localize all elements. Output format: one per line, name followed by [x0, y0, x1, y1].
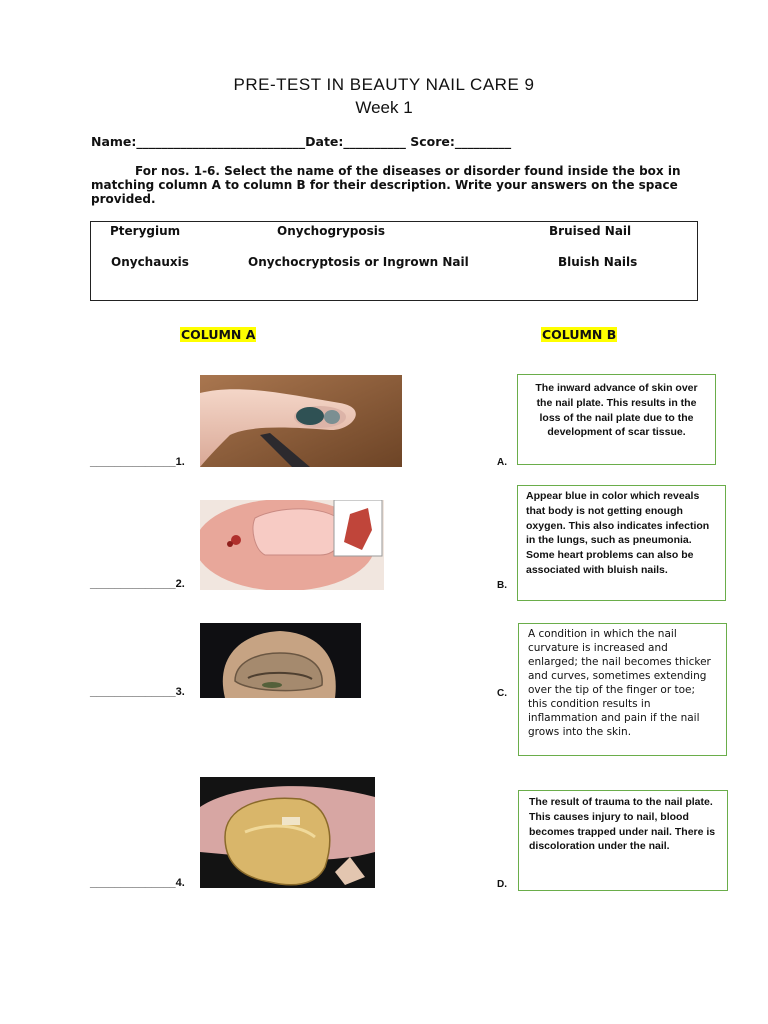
- letter-b: B.: [497, 580, 507, 591]
- choices-box: [90, 221, 698, 301]
- letter-a: A.: [497, 457, 507, 468]
- letter-d: D.: [497, 879, 507, 890]
- answer-blank-1[interactable]: ______________1.: [90, 456, 185, 468]
- bruised-nail-photo: [200, 375, 402, 467]
- name-date-score-line: Name:___________________________Date:__________ Score:_________: [91, 134, 512, 149]
- choice-onychocryptosis: Onychocryptosis or Ingrown Nail: [248, 255, 469, 269]
- letter-c: C.: [497, 688, 507, 699]
- choice-bruised-nail: Bruised Nail: [549, 224, 632, 238]
- page-subtitle: Week 1: [355, 98, 413, 117]
- answer-blank-2[interactable]: ______________2.: [90, 578, 185, 590]
- choice-onychogryposis: Onychogryposis: [277, 224, 386, 238]
- ingrown-nail-photo: [200, 500, 384, 590]
- choice-pterygium: Pterygium: [110, 224, 181, 238]
- column-b-heading: COLUMN B: [542, 327, 617, 342]
- curved-nail-photo: [200, 777, 375, 888]
- description-a: The inward advance of skin over the nail plate. This results in the loss of the nail plate due to the development of scar tissue.: [517, 374, 716, 465]
- answer-blank-3[interactable]: ______________3.: [90, 686, 185, 698]
- instructions-text: For nos. 1-6. Select the name of the diseases or disorder found inside the box in matching column A to column B for their description. Write your answers on the space provided.: [91, 164, 681, 206]
- description-d: The result of trauma to the nail plate. This causes injury to nail, blood becomes trapped under nail. There is discoloration under the nail.: [518, 790, 728, 891]
- choice-onychauxis: Onychauxis: [111, 255, 189, 269]
- answer-blank-4[interactable]: ______________4.: [90, 877, 185, 889]
- column-a-heading: COLUMN A: [181, 327, 256, 342]
- choice-bluish-nails: Bluish Nails: [558, 255, 638, 269]
- description-c: A condition in which the nail curvature is increased and enlarged; the nail becomes thicker and curves, sometimes extending over the tip of the finger or toe; this condition results in inflammation and pain if the nail grows into the skin.: [518, 623, 727, 756]
- page-title: PRE-TEST IN BEAUTY NAIL CARE 9: [233, 75, 535, 94]
- thickened-nail-photo: [200, 623, 361, 698]
- description-b: Appear blue in color which reveals that body is not getting enough oxygen. This also indicates infection in the lungs, such as pneumonia. Some heart problems can also be associated with bluish nails.: [517, 485, 726, 601]
- instructions: [91, 164, 691, 206]
